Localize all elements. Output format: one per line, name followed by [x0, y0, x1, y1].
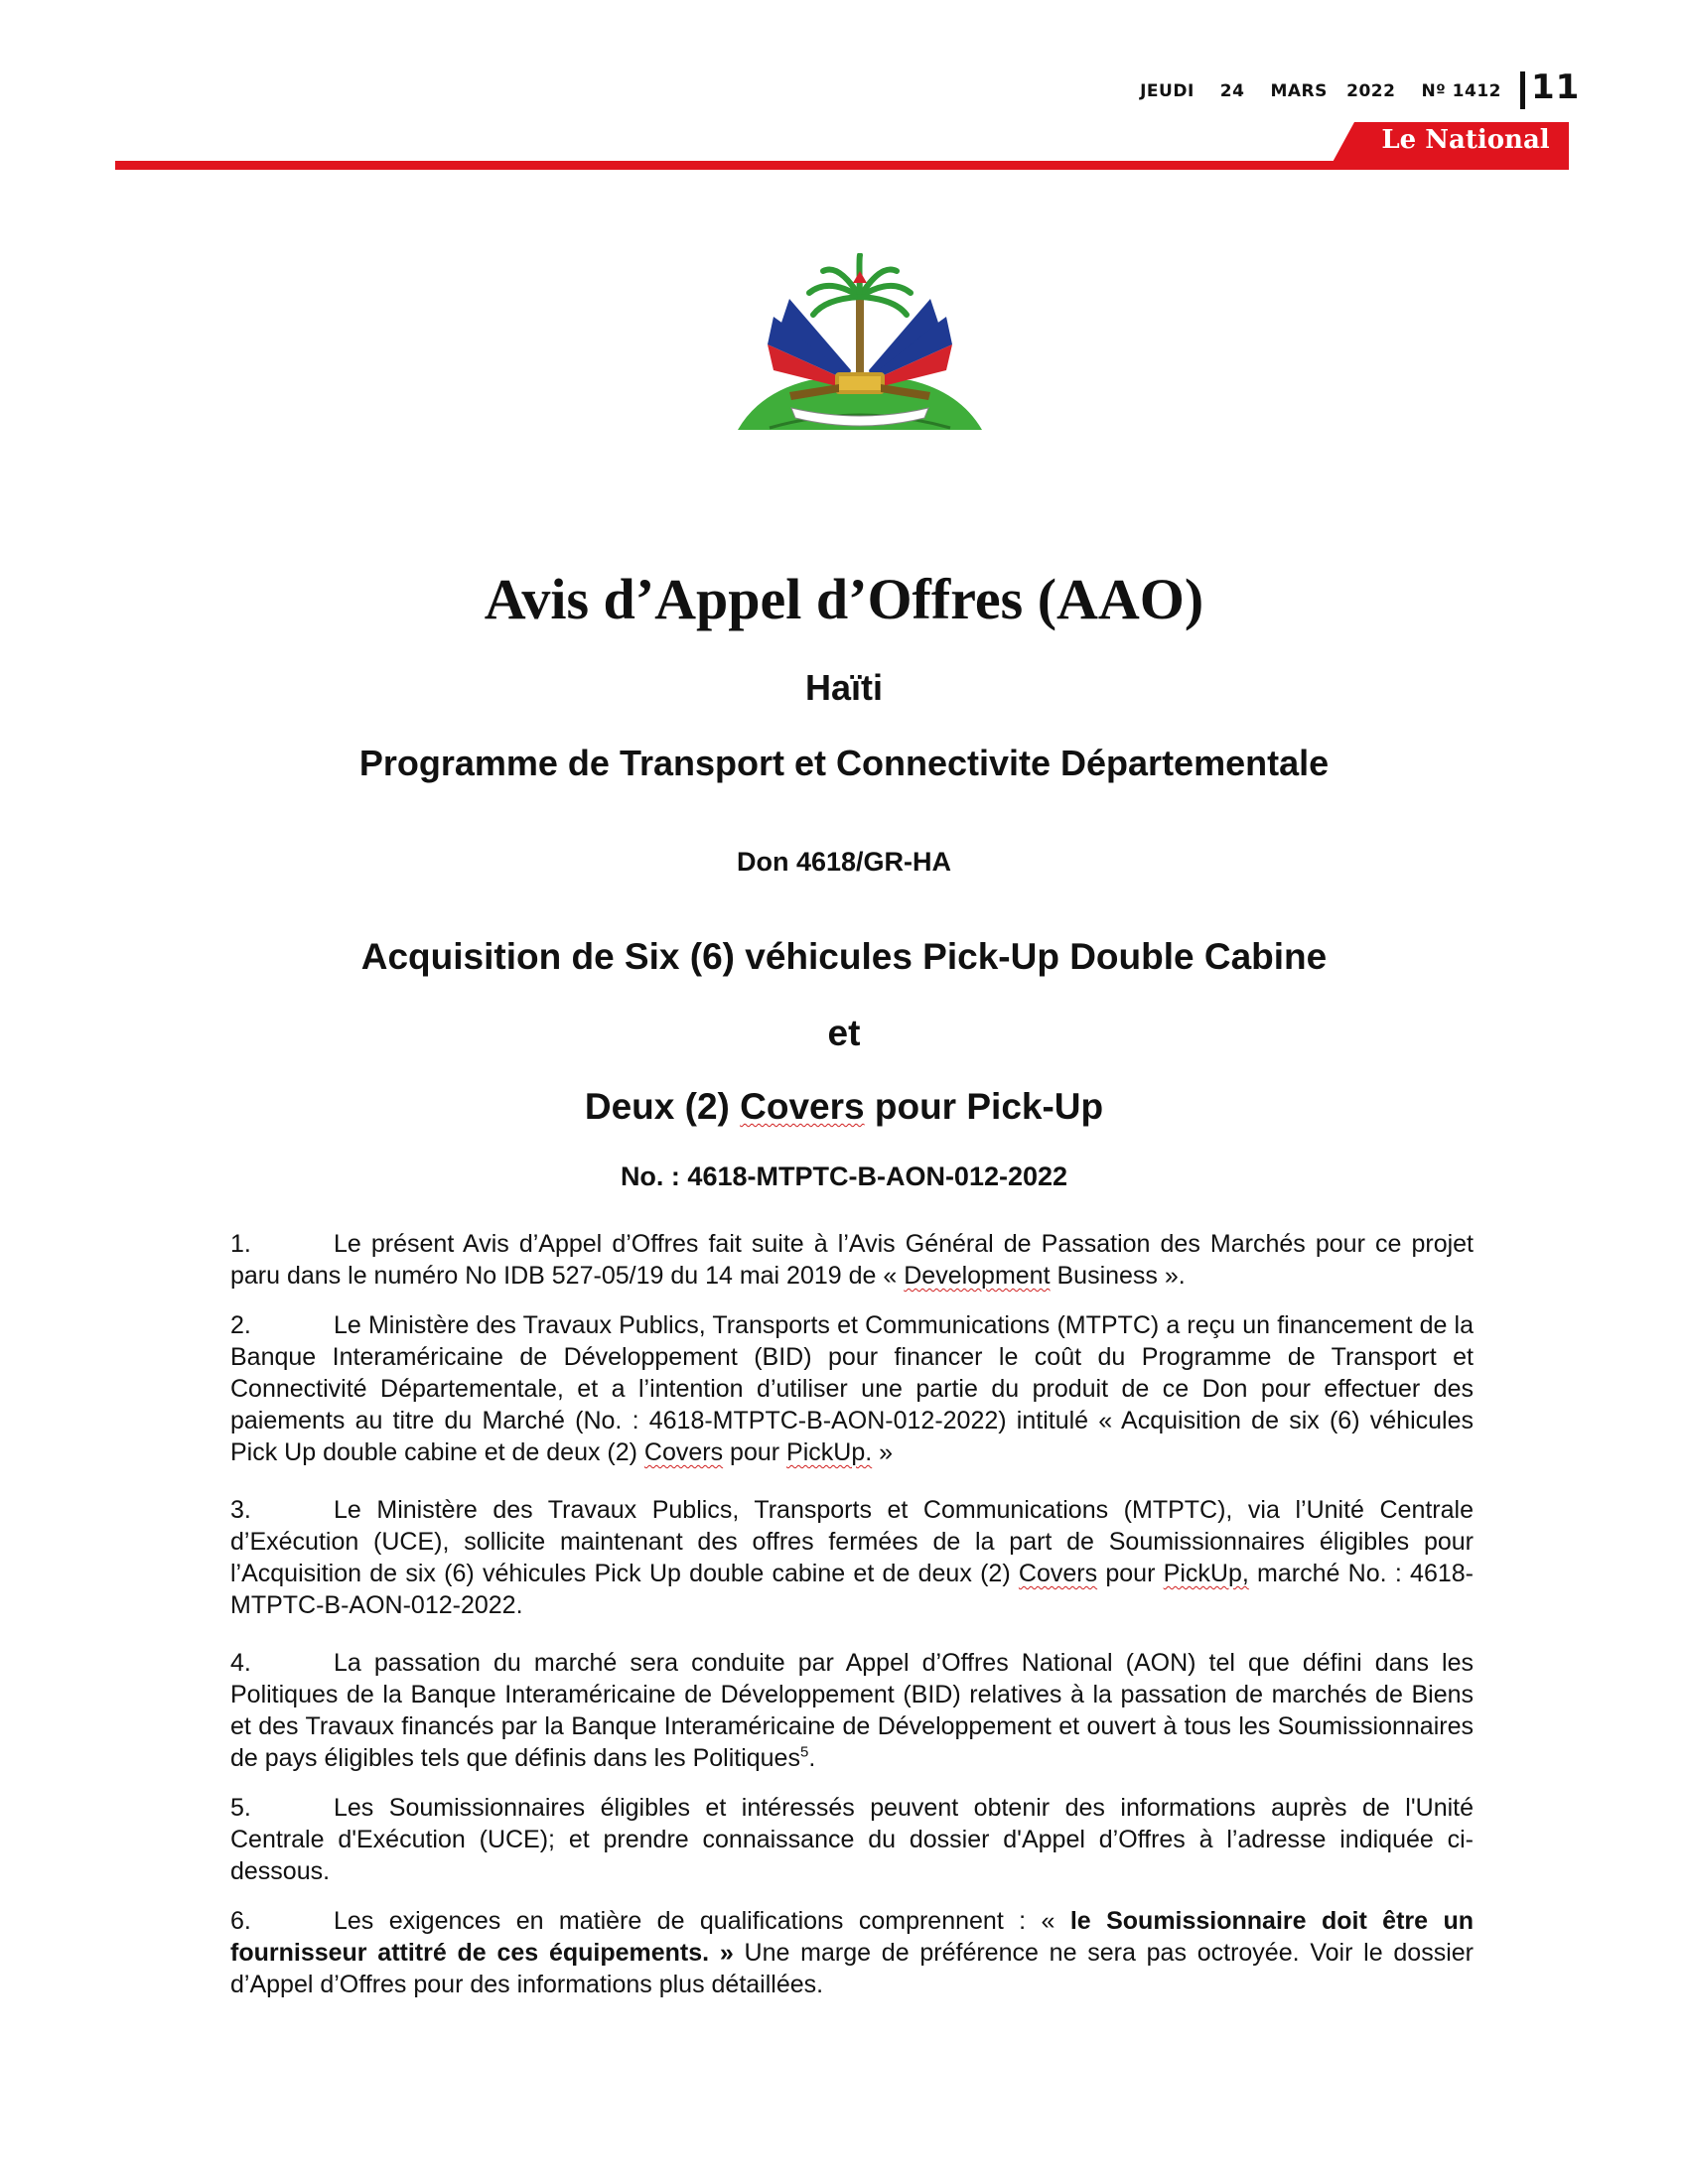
paragraph-5	[230, 1792, 1474, 1887]
page-number-separator	[1520, 71, 1525, 109]
paragraph-text: Le Ministère des Travaux Publics, Transports et Communications (MTPTC) a reçu un financement de la Banque Interaméricaine de Développement (BID) pour financer le coût du Programme de Transport et Connectivité Départementale, et a l’intention d’utiliser une partie du produit de ce Don pour effectuer des paiements au titre du Marché (No. : 4618-MTPTC-B-AON-012-2022) intitulé « Acquisition de six (6) véhicules Pick Up double cabine et de deux (2)	[230, 1311, 1474, 1466]
footnote-marker: 5	[799, 1743, 809, 1761]
paragraph-3	[230, 1494, 1474, 1621]
notice-body	[230, 1228, 1474, 2018]
page-number: 11	[1531, 68, 1581, 107]
acquisition-line-2-suffix: pour Pick-Up	[864, 1086, 1104, 1127]
header-rule	[115, 161, 1569, 170]
acquisition-conjunction: et	[827, 1013, 861, 1053]
issue-month-year: MARS 2022	[1270, 81, 1396, 101]
paragraph-text-end: marché No. : 4618-MTPTC-B-AON-012-2022.	[230, 1560, 1474, 1619]
paragraph-text-flagged-2: PickUp,	[1163, 1560, 1249, 1587]
paragraph-text-mid: pour	[1097, 1560, 1164, 1587]
notice-title: Avis d’Appel d’Offres (AAO)	[484, 567, 1204, 631]
paragraph-text-bold: le Soumissionnaire doit être un fournisseur attitré de ces équipements. »	[230, 1907, 1474, 1967]
paragraph-number: 6.	[230, 1907, 251, 1935]
notice-country: Haïti	[804, 667, 883, 708]
paragraph-text: La passation du marché sera conduite par Appel d’Offres National (AON) tel que défini dans les Politiques de la Banque Interaméricaine de Développement (BID) relatives à la passation de marchés de Biens et des Travaux financés par la Banque Interaméricaine de Développement et ouvert à tous les Soumissionnaires de pays éligibles tels que définis dans les Politiques	[230, 1649, 1474, 1772]
acquisition-line-1: Acquisition de Six (6) véhicules Pick-Up Double Cabine	[360, 936, 1328, 977]
notice-programme: Programme de Transport et Connectivite Départementale	[358, 743, 1330, 783]
paragraph-text-flagged: Covers	[1018, 1560, 1098, 1587]
issue-date: 24	[1219, 81, 1245, 101]
paragraph-4	[230, 1647, 1474, 1774]
paragraph-number: 2.	[230, 1311, 251, 1339]
newspaper-brand: Le National	[1381, 125, 1550, 155]
issue-dateline	[1140, 81, 1501, 101]
paragraph-2	[230, 1309, 1474, 1468]
acquisition-line-2-prefix: Deux (2)	[584, 1086, 741, 1127]
paragraph-text-end: .	[808, 1744, 816, 1772]
paragraph-text: Les exigences en matière de qualifications comprennent : «	[334, 1907, 1070, 1935]
paragraph-text: Le présent Avis d’Appel d’Offres fait suite à l’Avis Général de Passation des Marchés pour ce projet paru dans le numéro No IDB 527-05/19 du 14 mai 2019 de «	[230, 1230, 1474, 1290]
paragraph-text-flagged-2: PickUp.	[786, 1438, 873, 1466]
issue-number: Nº 1412	[1421, 81, 1501, 101]
paragraph-number: 3.	[230, 1496, 251, 1524]
paragraph-text-flagged: Development	[904, 1262, 1051, 1290]
paragraph-6	[230, 1905, 1474, 2000]
acquisition-line-2	[0, 1086, 1688, 1128]
notice-grant-number: Don 4618/GR-HA	[736, 847, 952, 877]
paragraph-text-end: Une marge de préférence ne sera pas octroyée. Voir le dossier d’Appel d’Offres pour des informations plus détaillées.	[230, 1939, 1474, 1998]
acquisition-line-2-word: Covers	[740, 1086, 865, 1127]
paragraph-text: Les Soumissionnaires éligibles et intéressés peuvent obtenir des informations auprès de l'Unité Centrale d'Exécution (UCE); et prendre connaissance du dossier d'Appel d’Offres à l’adresse indiquée ci-dessous.	[230, 1794, 1474, 1885]
paragraph-text: Le Ministère des Travaux Publics, Transports et Communications (MTPTC), via l’Unité Centrale d’Exécution (UCE), sollicite maintenant des offres fermées de la part de Soumissionnaires éligibles pour l’Acquisition de six (6) véhicules Pick Up double cabine et de deux (2)	[230, 1496, 1474, 1587]
paragraph-text-flagged: Covers	[643, 1438, 724, 1466]
notice-reference: No. : 4618-MTPTC-B-AON-012-2022	[620, 1161, 1068, 1191]
paragraph-number: 5.	[230, 1794, 251, 1822]
coat-of-arms-icon	[730, 253, 990, 442]
paragraph-text-end: Business ».	[1050, 1262, 1186, 1290]
paragraph-number: 4.	[230, 1649, 251, 1677]
paragraph-text-end: »	[872, 1438, 894, 1466]
paragraph-text-mid: pour	[723, 1438, 787, 1466]
paragraph-number: 1.	[230, 1230, 251, 1258]
paragraph-1	[230, 1228, 1474, 1292]
issue-day: JEUDI	[1140, 81, 1195, 101]
